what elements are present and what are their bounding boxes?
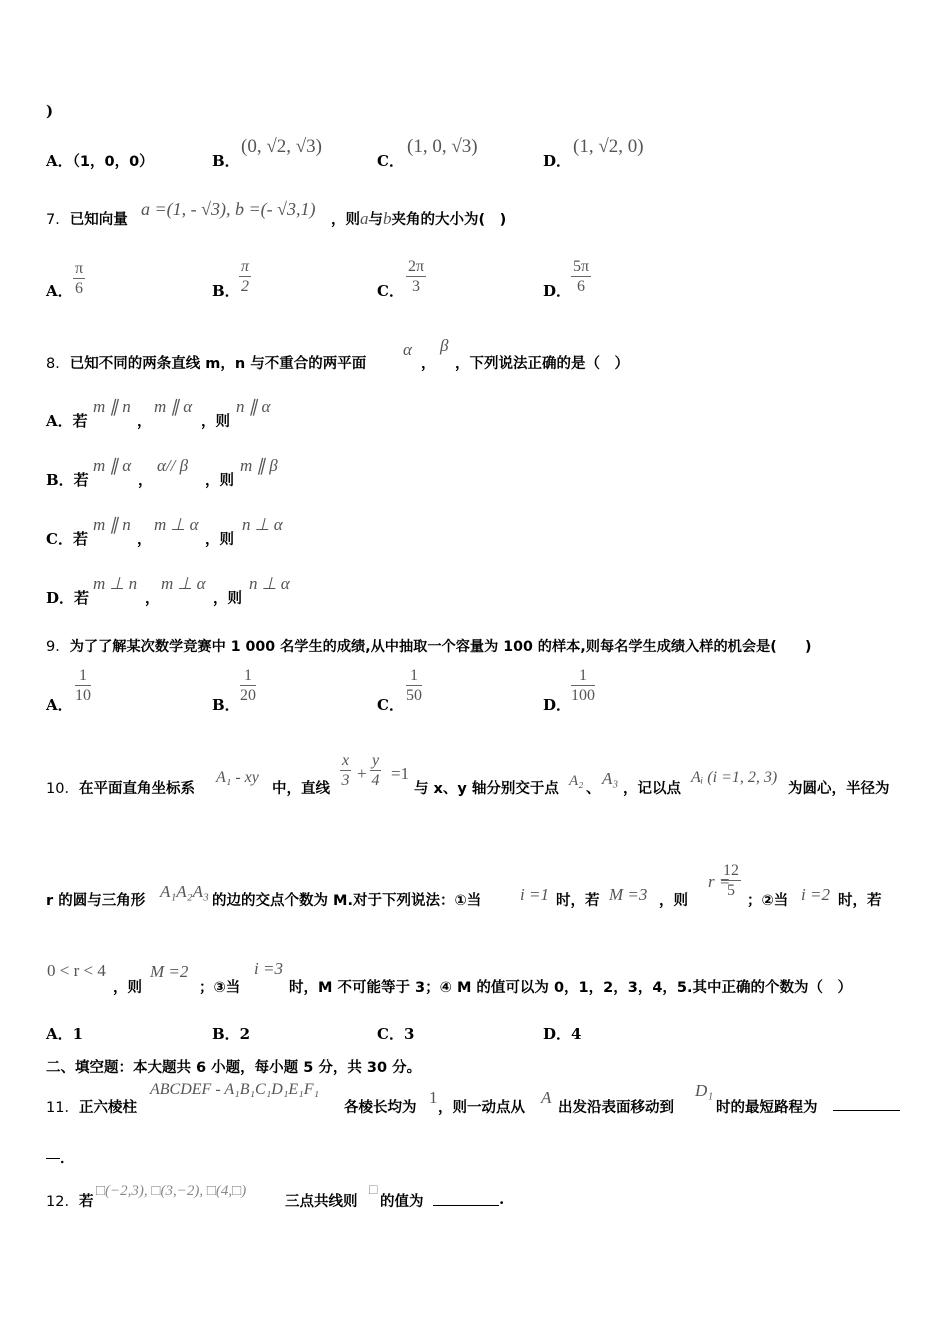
q6-c-label: C． (377, 152, 404, 170)
q7-vec-b: b (383, 209, 392, 228)
q10-option-d[interactable]: D．4 (543, 1025, 582, 1043)
q10-line3-a: ，则 (113, 980, 142, 996)
q7-b-num: π (241, 258, 250, 275)
q7-text4: 夹角的大小为( ) (391, 212, 507, 228)
q7-stem-rest (331, 208, 506, 229)
q9-option-a[interactable] (46, 694, 73, 715)
q9-a-den: 10 (75, 687, 91, 704)
q8-d-math2: m ⊥ α (161, 574, 206, 593)
q10-number: 10． (46, 781, 79, 797)
q10-line2-c: 时，若 (556, 893, 600, 909)
q9-d-den: 100 (571, 687, 595, 704)
q8-a-comma: ， (137, 414, 152, 430)
q12-stem (46, 1190, 93, 1211)
q8-d-comma: ， (145, 591, 160, 607)
q10-math-i3: i =3 (254, 959, 283, 978)
q6-option-d[interactable] (543, 150, 571, 171)
q11-math-prism: ABCDEF - A₁B₁C₁D₁E₁F₁ (150, 1081, 320, 1098)
q7-option-b[interactable] (212, 280, 240, 301)
q8-option-d[interactable] (46, 587, 89, 608)
q7-vec-a: a (360, 209, 369, 228)
q9-b-num: 1 (240, 667, 256, 686)
q10-frac-y (370, 752, 381, 791)
q11-text1: 正六棱柱 (78, 1100, 137, 1116)
q11-math-a: A (541, 1088, 552, 1107)
q8-beta: β (440, 336, 449, 355)
q6-option-a[interactable] (46, 150, 154, 171)
q10-plus: + (357, 764, 367, 783)
q7-a-label: A． (46, 282, 73, 300)
q8-option-c[interactable] (46, 528, 88, 549)
q12-number: 12． (46, 1194, 79, 1210)
section-heading-fill-in: 二、填空题：本大题共 6 小题，每小题 5 分，共 30 分。 (46, 1060, 422, 1076)
q9-a-fraction (75, 667, 91, 706)
q7-text2: ，则 (331, 212, 360, 228)
q10-math-r-range: 0 < r < 4 (47, 961, 106, 980)
q7-text1: 已知向量 (69, 212, 128, 228)
q12-text3: 的值为 (380, 1194, 424, 1210)
q11-number: 11． (46, 1100, 79, 1116)
q8-comma: ， (421, 356, 436, 372)
q11-stem (46, 1096, 137, 1117)
q10-math-ai: Aᵢ (i =1, 2, 3) (691, 769, 778, 786)
q7-vectors-math: a =(1, - √3), b =(- √3,1) (141, 199, 316, 219)
q7-d-num: 5π (573, 258, 590, 275)
q8-c-then: ，则 (205, 532, 234, 548)
q7-c-fraction (406, 258, 426, 297)
q11-text2: 各棱长均为 (344, 1100, 417, 1116)
q9-stem (46, 635, 812, 656)
q8-c-math2: m ⊥ α (154, 515, 199, 534)
q10-line2-d: ，则 (659, 893, 688, 909)
q10-text2: 中，直线 (272, 781, 330, 797)
q6-d-math: (1, √2, 0) (573, 136, 644, 157)
q10-frac-r (721, 862, 741, 901)
q7-d-fraction (571, 258, 591, 297)
q7-d-den: 6 (577, 278, 586, 295)
q8-c-label: C．若 (46, 530, 88, 548)
q11-answer-blank-cont[interactable] (46, 1158, 60, 1159)
q11-text4: 出发沿表面移动到 (558, 1100, 674, 1116)
q7-b-fraction (239, 258, 251, 297)
q10-math-m3: M =3 (609, 885, 648, 904)
q8-b-math2: α// β (157, 456, 189, 475)
q8-d-math1: m ⊥ n (93, 574, 138, 593)
q8-d-label: D．若 (46, 589, 90, 607)
q8-a-then: ，则 (201, 414, 230, 430)
q10-text4: 、 (586, 781, 601, 797)
q8-text2: ，下列说法正确的是（ ） (455, 356, 629, 372)
q10-stem (46, 777, 195, 798)
q8-a-label: A．若 (46, 412, 88, 430)
q10-option-c[interactable]: C．3 (377, 1025, 415, 1043)
q9-a-num: 1 (75, 667, 91, 686)
q8-option-b[interactable] (46, 469, 89, 490)
q10-math-system: A₁ - xy (216, 769, 259, 786)
q9-c-fraction (406, 667, 422, 706)
q7-a-den: 6 (75, 280, 84, 297)
q10-frac-x-den: 3 (341, 772, 350, 789)
q8-d-math3: n ⊥ α (249, 574, 290, 593)
q8-number: 8． (46, 356, 70, 372)
q8-c-math3: n ⊥ α (242, 515, 283, 534)
q7-option-c[interactable] (377, 280, 404, 301)
q10-line2-e: ；②当 (747, 893, 789, 909)
q8-a-math1: m ∥ n (93, 397, 131, 416)
q7-d-label: D． (543, 282, 572, 300)
q12-end-mark: . (499, 1190, 505, 1208)
q12-math-var: □ (369, 1183, 378, 1198)
q9-b-den: 20 (240, 687, 256, 704)
q12-text1: 若 (78, 1194, 94, 1210)
q6-d-label: D． (543, 152, 572, 170)
q6-b-label: B． (212, 152, 240, 170)
q10-math-m2: M =2 (150, 962, 189, 981)
q11-math-one: 1 (429, 1088, 438, 1107)
q10-frac-y-den: 4 (371, 772, 380, 789)
q7-stem (46, 208, 128, 229)
q10-text5: ，记以点 (623, 781, 681, 797)
q8-b-label: B．若 (46, 471, 89, 489)
q11-answer-blank[interactable] (833, 1110, 900, 1111)
q10-math-triangle: A₁A₂A₃ (160, 882, 209, 901)
q10-text1: 在平面直角坐标系 (78, 781, 195, 797)
q7-option-d[interactable] (543, 280, 571, 301)
q9-d-fraction (571, 667, 595, 706)
q10-math-a3: A₃ (602, 769, 619, 788)
q8-b-then: ，则 (205, 473, 234, 489)
q9-option-d[interactable] (543, 694, 571, 715)
q10-frac-y-num: y (372, 752, 380, 769)
q8-alpha: α (403, 340, 412, 359)
q10-math-i1: i =1 (520, 885, 549, 904)
q8-c-math1: m ∥ n (93, 515, 131, 534)
q9-c-den: 50 (406, 687, 422, 704)
q6-a-label: A． (46, 152, 73, 170)
q7-c-label: C． (377, 282, 404, 300)
q9-a-label: A． (46, 696, 73, 714)
q10-frac-r-den: 5 (727, 882, 735, 899)
q10-eq1: =1 (391, 764, 410, 783)
q8-b-comma: ， (138, 473, 153, 489)
q7-b-den: 2 (241, 278, 249, 295)
q10-text3: 与 x、y 轴分别交于点 (414, 781, 559, 797)
q8-text: 已知不同的两条直线 m，n 与不重合的两平面 (69, 356, 367, 372)
q9-d-label: D． (543, 696, 572, 714)
q10-option-b[interactable]: B．2 (212, 1025, 251, 1043)
q7-option-a[interactable] (46, 280, 73, 301)
q10-math-a2: A₂ (569, 773, 584, 789)
q10-math-r: r = (708, 872, 731, 891)
q10-frac-x-num: x (342, 752, 350, 769)
q12-math-points: □(−2,3), □(3,−2), □(4,□) (96, 1183, 247, 1199)
q6-b-math: (0, √2, √3) (241, 136, 323, 157)
q10-math-i2: i =2 (801, 885, 830, 904)
q12-answer-blank[interactable] (433, 1205, 499, 1206)
q11-text5: 时的最短路程为 (716, 1100, 818, 1116)
q9-c-num: 1 (406, 667, 422, 686)
q6-option-b[interactable] (212, 150, 240, 171)
q8-stem (46, 352, 366, 373)
q10-line3-c: 时，M 不可能等于 3；④ M 的值可以为 0，1，2，3，4，5.其中正确的个数为（ ） (289, 980, 853, 996)
q12-text2: 三点共线则 (285, 1194, 358, 1210)
continued-paren: ) (46, 102, 54, 120)
q8-a-math2: m ∥ α (154, 397, 193, 416)
q8-option-a[interactable] (46, 410, 88, 431)
q9-b-fraction (240, 667, 256, 706)
q8-a-math3: n ∥ α (236, 397, 271, 416)
q8-c-comma: ， (137, 532, 152, 548)
q10-frac-r-num: 12 (723, 862, 739, 879)
q6-option-c[interactable] (377, 150, 404, 171)
q9-number: 9． (46, 639, 70, 655)
q8-d-then: ，则 (213, 591, 242, 607)
q11-math-d1: D₁ (695, 1081, 714, 1100)
q7-text3: 与 (368, 212, 383, 228)
q9-option-c[interactable] (377, 694, 404, 715)
q10-line3-b: ；③当 (199, 980, 241, 996)
q7-c-den: 3 (412, 278, 421, 295)
q9-d-num: 1 (571, 667, 595, 686)
q10-frac-x (340, 752, 351, 791)
q10-line2-b: 的边的交点个数为 M.对于下列说法：①当 (212, 893, 482, 909)
q9-text: 为了了解某次数学竞赛中 1 000 名学生的成绩,从中抽取一个容量为 100 的样本,则每名学生成绩入样的机会是( ) (69, 639, 812, 655)
q9-b-label: B． (212, 696, 240, 714)
q6-a-text: （1，0，0） (72, 154, 154, 170)
q7-a-fraction (73, 260, 85, 299)
q6-c-math: (1, 0, √3) (407, 136, 478, 157)
q10-line2-a: r 的圆与三角形 (46, 893, 146, 909)
q7-number: 7． (46, 212, 70, 228)
q8-b-math1: m ∥ α (93, 456, 132, 475)
q10-option-a[interactable]: A．1 (46, 1025, 84, 1043)
q11-end-mark: ． (60, 1151, 75, 1167)
q10-text6: 为圆心，半径为 (788, 781, 890, 797)
q7-c-num: 2π (408, 258, 425, 275)
q7-a-num: π (75, 260, 84, 277)
q8-b-math3: m ∥ β (240, 456, 278, 475)
q10-line2-f: 时，若 (838, 893, 882, 909)
q9-c-label: C． (377, 696, 404, 714)
q11-text3: ，则一动点从 (438, 1100, 525, 1116)
q7-b-label: B． (212, 282, 240, 300)
q9-option-b[interactable] (212, 694, 240, 715)
